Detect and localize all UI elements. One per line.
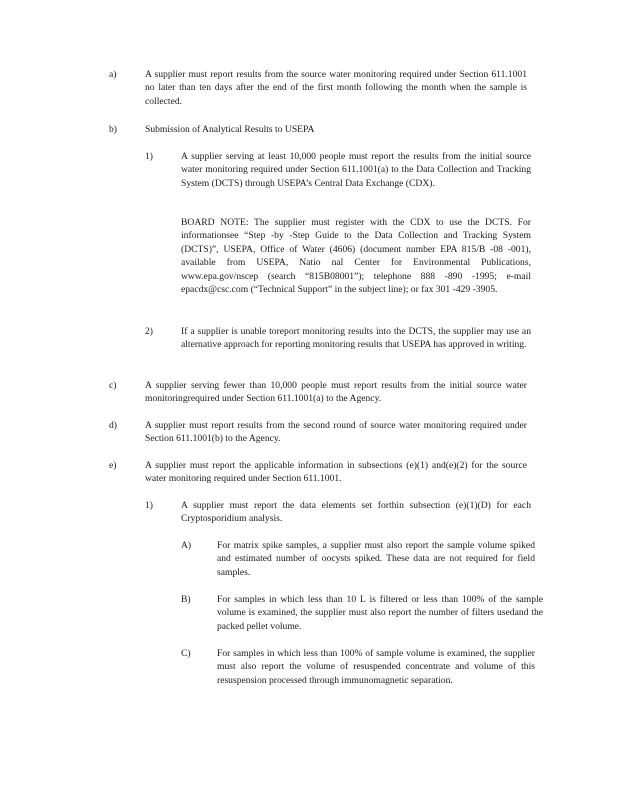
item-a-label: a): [109, 69, 117, 80]
item-e-1-label: 1): [145, 500, 153, 511]
item-b-label: b): [109, 124, 117, 135]
board-note-text: BOARD NOTE: The supplier must register with the CDX to use the DCTS. For informationsee “Step -by -Step Guide to the Data Collection and Tracking System (DCTS)”, USEPA, Office of Water (4606) (document number EPA 815/B -08 -001), available from USEPA, Natio nal Center for Environmental Publications, www.epa.gov/nscep (search “815B08001”); telephone 888 -890 -1995; e-mail epacdx@csc.com (“Technical Support” in the subject line); or fax 301 -429 -3905.: [181, 217, 531, 296]
item-c-text: A supplier serving fewer than 10,000 people must report results from the initial source water monitoringrequired under Section 611.1001(a) to the Agency.: [145, 380, 527, 405]
item-e-1-c-text: For samples in which less than 100% of sample volume is examined, the supplier must also report the volume of resuspended concentrate and volume of this resuspension processed through immunomagnetic separation.: [217, 648, 535, 686]
item-e-1-c-label: C): [181, 648, 191, 659]
item-e-text: A supplier must report the applicable information in subsections (e)(1) and(e)(2) for the source water monitoring required under Section 611.1001.: [145, 460, 527, 485]
item-e-1-text: A supplier must report the data elements set forthin subsection (e)(1)(D) for each Cryptosporidium analysis.: [181, 500, 531, 525]
item-b-heading: Submission of Analytical Results to USEPA: [145, 124, 315, 135]
item-e-label: e): [109, 460, 117, 471]
item-e-1-b-label: B): [181, 594, 191, 605]
item-b-2-text: If a supplier is unable toreport monitoring results into the DCTS, the supplier may use an alternative approach for reporting monitoring results that USEPA has approved in writing.: [181, 326, 531, 351]
item-b-1-label: 1): [145, 151, 153, 162]
item-c-label: c): [109, 380, 117, 391]
item-e-1-b-text: For samples in which less than 10 L is filtered or less than 100% of the sample volume is examined, the supplier must also report the number of filters usedand the packed pellet volume.: [217, 594, 543, 632]
item-a-text: A supplier must report results from the source water monitoring required under Section 611.1001 no later than ten days after the end of the first month following the month when the sample is collected.: [145, 69, 527, 107]
item-e-1-a-label: A): [181, 540, 192, 551]
item-e-1-a-text: For matrix spike samples, a supplier must also report the sample volume spiked and estimated number of oocysts spiked. These data are not required for field samples.: [217, 540, 535, 578]
item-d-label: d): [109, 420, 117, 431]
item-b-1-text: A supplier serving at least 10,000 people must report the results from the initial source water monitoring required under Section 611.1001(a) to the Data Collection and Tracking System (DCTS) through USEPA’s Central Data Exchange (CDX).: [181, 151, 531, 189]
item-d-text: A supplier must report results from the second round of source water monitoring required under Section 611.1001(b) to the Agency.: [145, 420, 527, 445]
item-b-2-label: 2): [145, 326, 153, 337]
